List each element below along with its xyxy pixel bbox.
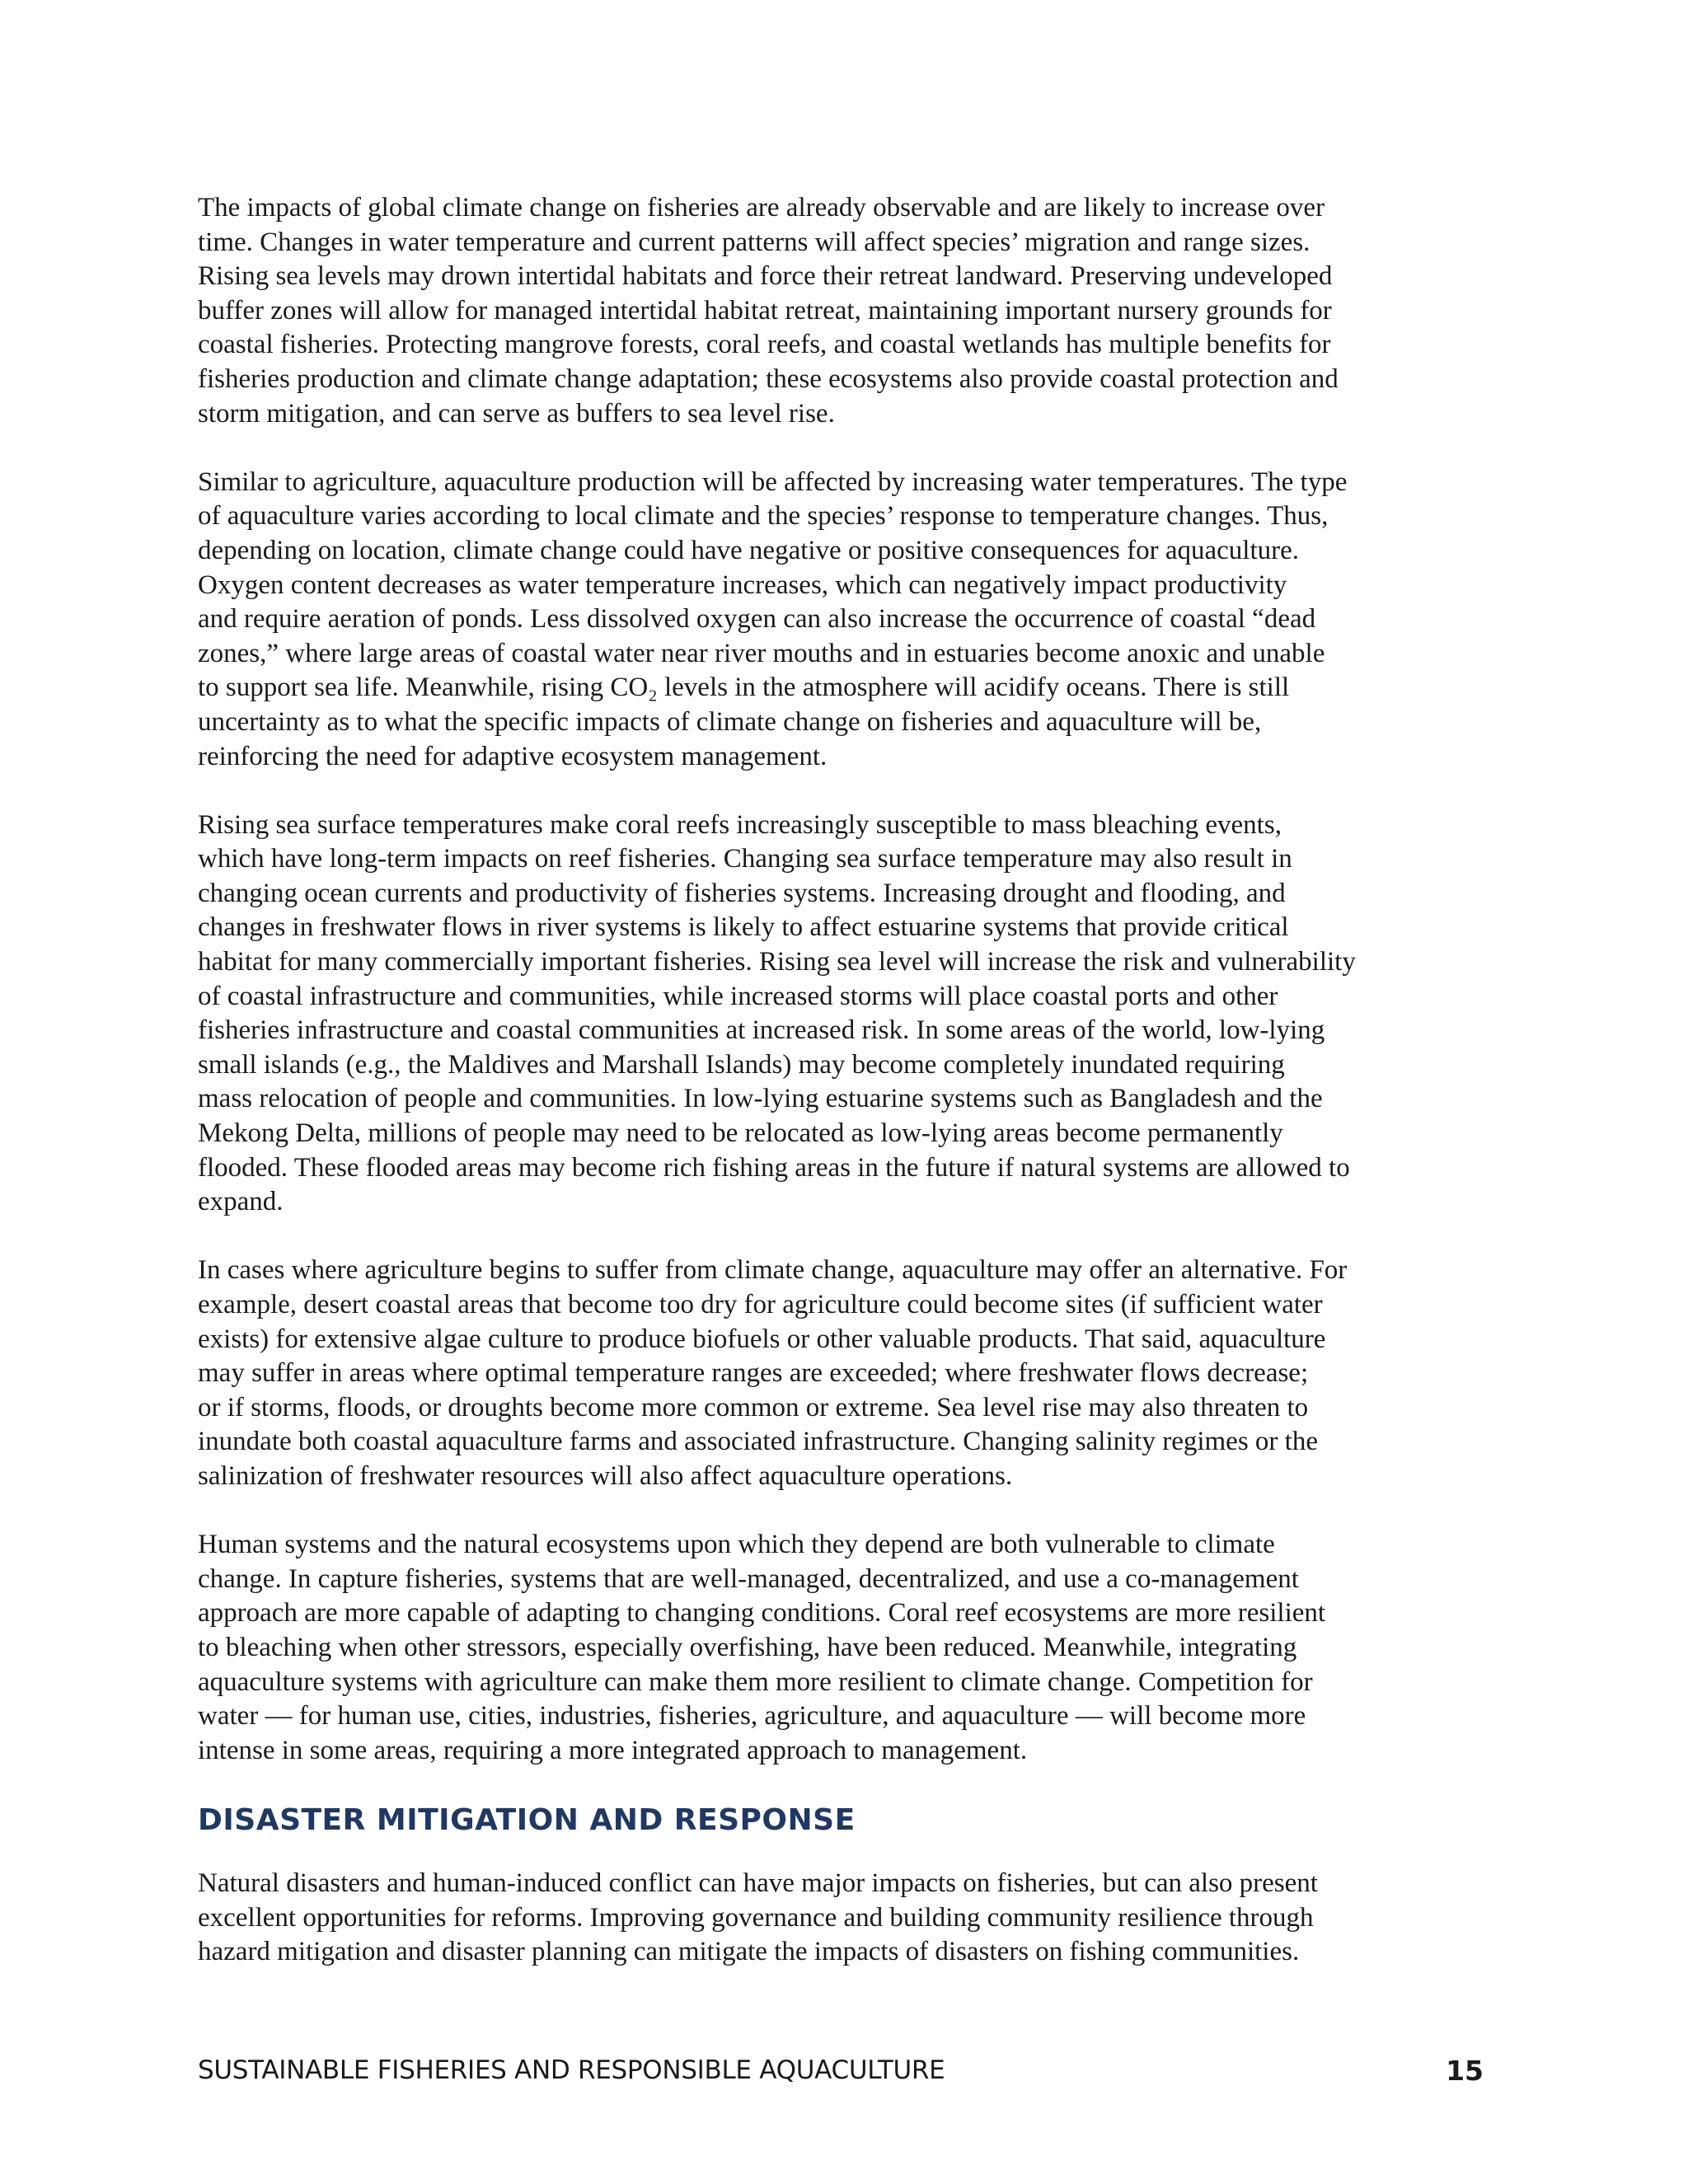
footer-title: SUSTAINABLE FISHERIES AND RESPONSIBLE AQUACULTURE — [198, 2055, 945, 2085]
section-heading: DISASTER MITIGATION AND RESPONSE — [198, 1802, 856, 1837]
body-paragraph: Human systems and the natural ecosystems upon which they depend are both vulnerable to climate change. In capture fisheries, systems that are well-managed, decentralized, and use a co-management approach are more capable of adapting to changing conditions. Coral reef ecosystems are more resilient to bleaching when other stressors, especially overfishing, have been reduced. Meanwhile, integrating aquaculture systems with agriculture can make them more resilient to climate change. Competition for water — for human use, cities, industries, fisheries, agriculture, and aquaculture — will become more intense in some areas, requiring a more integrated approach to management. — [198, 1530, 1326, 1765]
page-number: 15 — [1446, 2054, 1484, 2087]
section-paragraph: Natural disasters and human-induced conflict can have major impacts on fisheries, but can also present excellent opportunities for reforms. Improving governance and building community resilience through hazard mitigation and disaster planning can mitigate the impacts of disasters on fishing communities. — [198, 1868, 1318, 1967]
body-paragraph: The impacts of global climate change on fisheries are already observable and are likely to increase over time. Changes in water temperature and current patterns will affect species’ migration and range sizes. Rising sea levels may drown intertidal habitats and force their retreat landward. Preserving undeveloped buffer zones will allow for managed intertidal habitat retreat, maintaining important nursery grounds for coastal fisheries. Protecting mangrove forests, coral reefs, and coastal wetlands has multiple benefits for fisheries production and climate change adaptation; these ecosystems also provide coastal protection and storm mitigation, and can serve as buffers to sea level rise. — [198, 193, 1339, 429]
page-content — [198, 191, 1484, 2004]
body-paragraph: Rising sea surface temperatures make coral reefs increasingly susceptible to mass bleaching events, which have long-term impacts on reef fisheries. Changing sea surface temperature may also result in changing ocean currents and productivity of fisheries systems. Increasing drought and flooding, and changes in freshwater flows in river systems is likely to affect estuarine systems that provide critical habitat for many commercially important fisheries. Rising sea level will increase the risk and vulnerability of coastal infrastructure and communities, while increased storms will place coastal ports and other fisheries infrastructure and coastal communities at increased risk. In some areas of the world, low-lying small islands (e.g., the Maldives and Marshall Islands) may become completely inundated requiring mass relocation of people and communities. In low-lying estuarine systems such as Bangladesh and the Mekong Delta, millions of people may need to be relocated as low-lying areas become permanently flooded. These flooded areas may become rich fishing areas in the future if natural systems are allowed to expand. — [198, 809, 1356, 1217]
body-paragraph: In cases where agriculture begins to suffer from climate change, aquaculture may offer an alternative. For example, desert coastal areas that become too dry for agriculture could become sites (if sufficient water exists) for extensive algae culture to produce biofuels or other valuable products. That said, aquaculture may suffer in areas where optimal temperature ranges are exceeded; where freshwater flows decrease; or if storms, floods, or droughts become more common or extreme. Sea level rise may also threaten to inundate both coastal aquaculture farms and associated infrastructure. Changing salinity regimes or the salinization of freshwater resources will also affect aquaculture operations. — [198, 1255, 1348, 1491]
page-footer — [198, 2050, 1484, 2090]
body-paragraph: Similar to agriculture, aquaculture production will be affected by increasing water temperatures. The type of aquaculture varies according to local climate and the species’ response to temperature changes. Thus, depending on location, climate change could have negative or positive consequences for aquaculture. Oxygen content decreases as water temperature increases, which can negatively impact productivity and require aeration of ponds. Less dissolved oxygen can also increase the occurrence of coastal “dead zones,” where large areas of coastal water near river mouths and in estuaries become anoxic and unable to support sea life. Meanwhile, rising CO₂ levels in the atmosphere will acidify oceans. There is still uncertainty as to what the specific impacts of climate change on fisheries and aquaculture will be, reinforcing the need for adaptive ecosystem management. — [198, 466, 1348, 771]
